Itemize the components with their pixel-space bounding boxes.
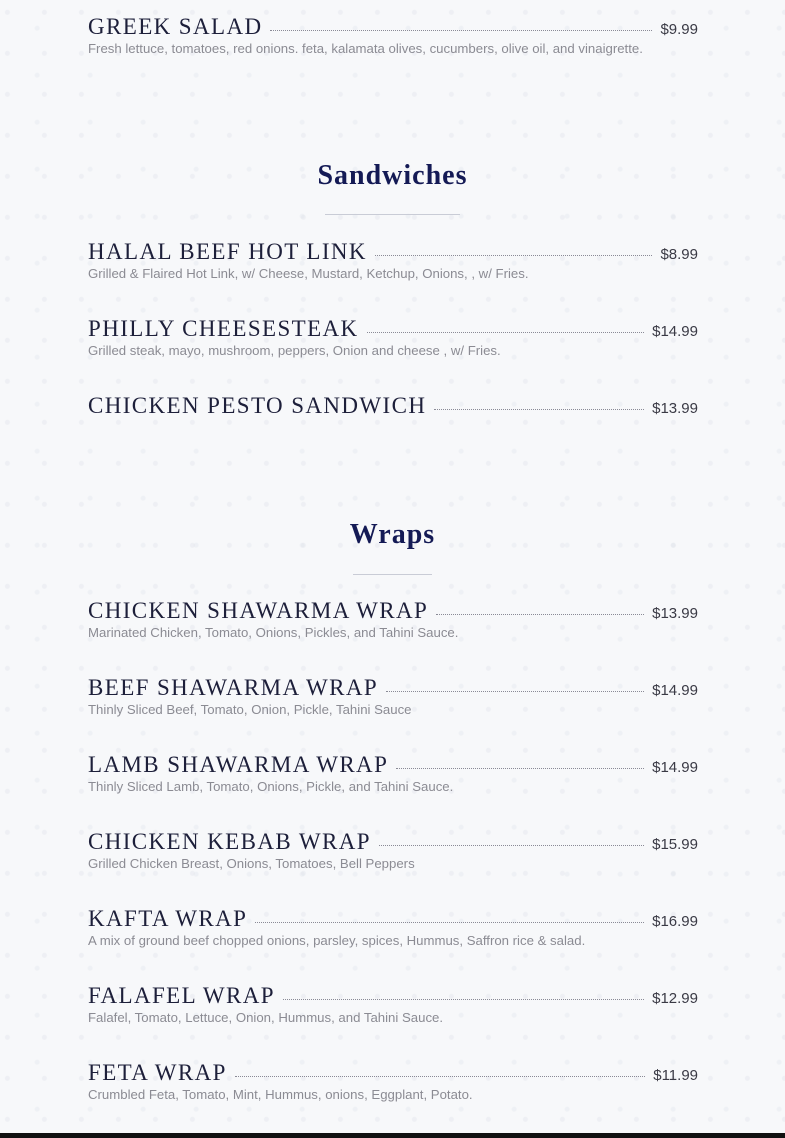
menu-item-greek-salad <box>88 14 698 56</box>
item-price: $16.99 <box>652 913 698 930</box>
item-name: KAFTA WRAP <box>88 906 248 931</box>
dotted-leader <box>436 614 644 615</box>
item-price: $14.99 <box>652 682 698 699</box>
menu-item-lamb-shawarma-wrap <box>88 752 698 794</box>
item-name: HALAL BEEF HOT LINK <box>88 239 367 264</box>
item-name: BEEF SHAWARMA WRAP <box>88 675 379 700</box>
dotted-leader <box>434 409 644 410</box>
bottom-edge-bar <box>0 1133 785 1138</box>
menu-item-chicken-pesto-sandwich <box>88 393 698 420</box>
item-price: $12.99 <box>652 990 698 1007</box>
item-name: CHICKEN SHAWARMA WRAP <box>88 598 429 623</box>
item-price: $14.99 <box>652 759 698 776</box>
dotted-leader <box>283 999 644 1000</box>
item-description: Grilled & Flaired Hot Link, w/ Cheese, Mustard, Ketchup, Onions, , w/ Fries. <box>88 266 529 281</box>
item-price: $13.99 <box>652 400 698 417</box>
item-price: $14.99 <box>652 323 698 340</box>
dotted-leader <box>235 1076 645 1077</box>
item-name: CHICKEN PESTO SANDWICH <box>88 393 427 418</box>
section-title-sandwiches: Sandwiches <box>317 160 468 191</box>
item-description: A mix of ground beef chopped onions, parsley, spices, Hummus, Saffron rice & salad. <box>88 933 586 948</box>
item-description: Thinly Sliced Beef, Tomato, Onion, Pickle, Tahini Sauce <box>88 702 412 717</box>
item-description: Marinated Chicken, Tomato, Onions, Pickles, and Tahini Sauce. <box>88 625 459 640</box>
item-name: GREEK SALAD <box>88 14 263 39</box>
dotted-leader <box>375 255 653 256</box>
item-name: FETA WRAP <box>88 1060 227 1085</box>
menu-item-beef-shawarma-wrap <box>88 675 698 717</box>
item-description: Grilled Chicken Breast, Onions, Tomatoes, Bell Peppers <box>88 856 415 871</box>
dotted-leader <box>270 30 652 31</box>
dotted-leader <box>367 332 645 333</box>
section-title-wraps: Wraps <box>349 519 436 550</box>
dotted-leader <box>255 922 644 923</box>
section-divider <box>353 574 432 575</box>
menu-item-philly-cheesesteak <box>88 316 698 358</box>
item-price: $13.99 <box>652 605 698 622</box>
section-divider <box>325 214 460 215</box>
menu-item-chicken-kebab-wrap <box>88 829 698 871</box>
item-description: Falafel, Tomato, Lettuce, Onion, Hummus, and Tahini Sauce. <box>88 1010 444 1025</box>
dotted-leader <box>386 691 644 692</box>
item-price: $15.99 <box>652 836 698 853</box>
item-description: Grilled steak, mayo, mushroom, peppers, Onion and cheese , w/ Fries. <box>88 343 501 358</box>
item-description: Thinly Sliced Lamb, Tomato, Onions, Pickle, and Tahini Sauce. <box>88 779 454 794</box>
item-price: $9.99 <box>660 21 698 38</box>
menu-item-halal-beef-hot-link <box>88 239 698 281</box>
item-description: Fresh lettuce, tomatoes, red onions. feta, kalamata olives, cucumbers, olive oil, and vinaigrette. <box>88 41 643 56</box>
item-price: $8.99 <box>660 246 698 263</box>
item-name: PHILLY CHEESESTEAK <box>88 316 359 341</box>
dotted-leader <box>396 768 644 769</box>
menu-item-chicken-shawarma-wrap <box>88 598 698 640</box>
item-name: FALAFEL WRAP <box>88 983 275 1008</box>
item-name: LAMB SHAWARMA WRAP <box>88 752 389 777</box>
dotted-leader <box>379 845 644 846</box>
item-price: $11.99 <box>653 1067 698 1084</box>
menu-item-falafel-wrap <box>88 983 698 1025</box>
item-name: CHICKEN KEBAB WRAP <box>88 829 371 854</box>
menu-item-feta-wrap <box>88 1060 698 1102</box>
menu-item-kafta-wrap <box>88 906 698 948</box>
item-description: Crumbled Feta, Tomato, Mint, Hummus, onions, Eggplant, Potato. <box>88 1087 473 1102</box>
